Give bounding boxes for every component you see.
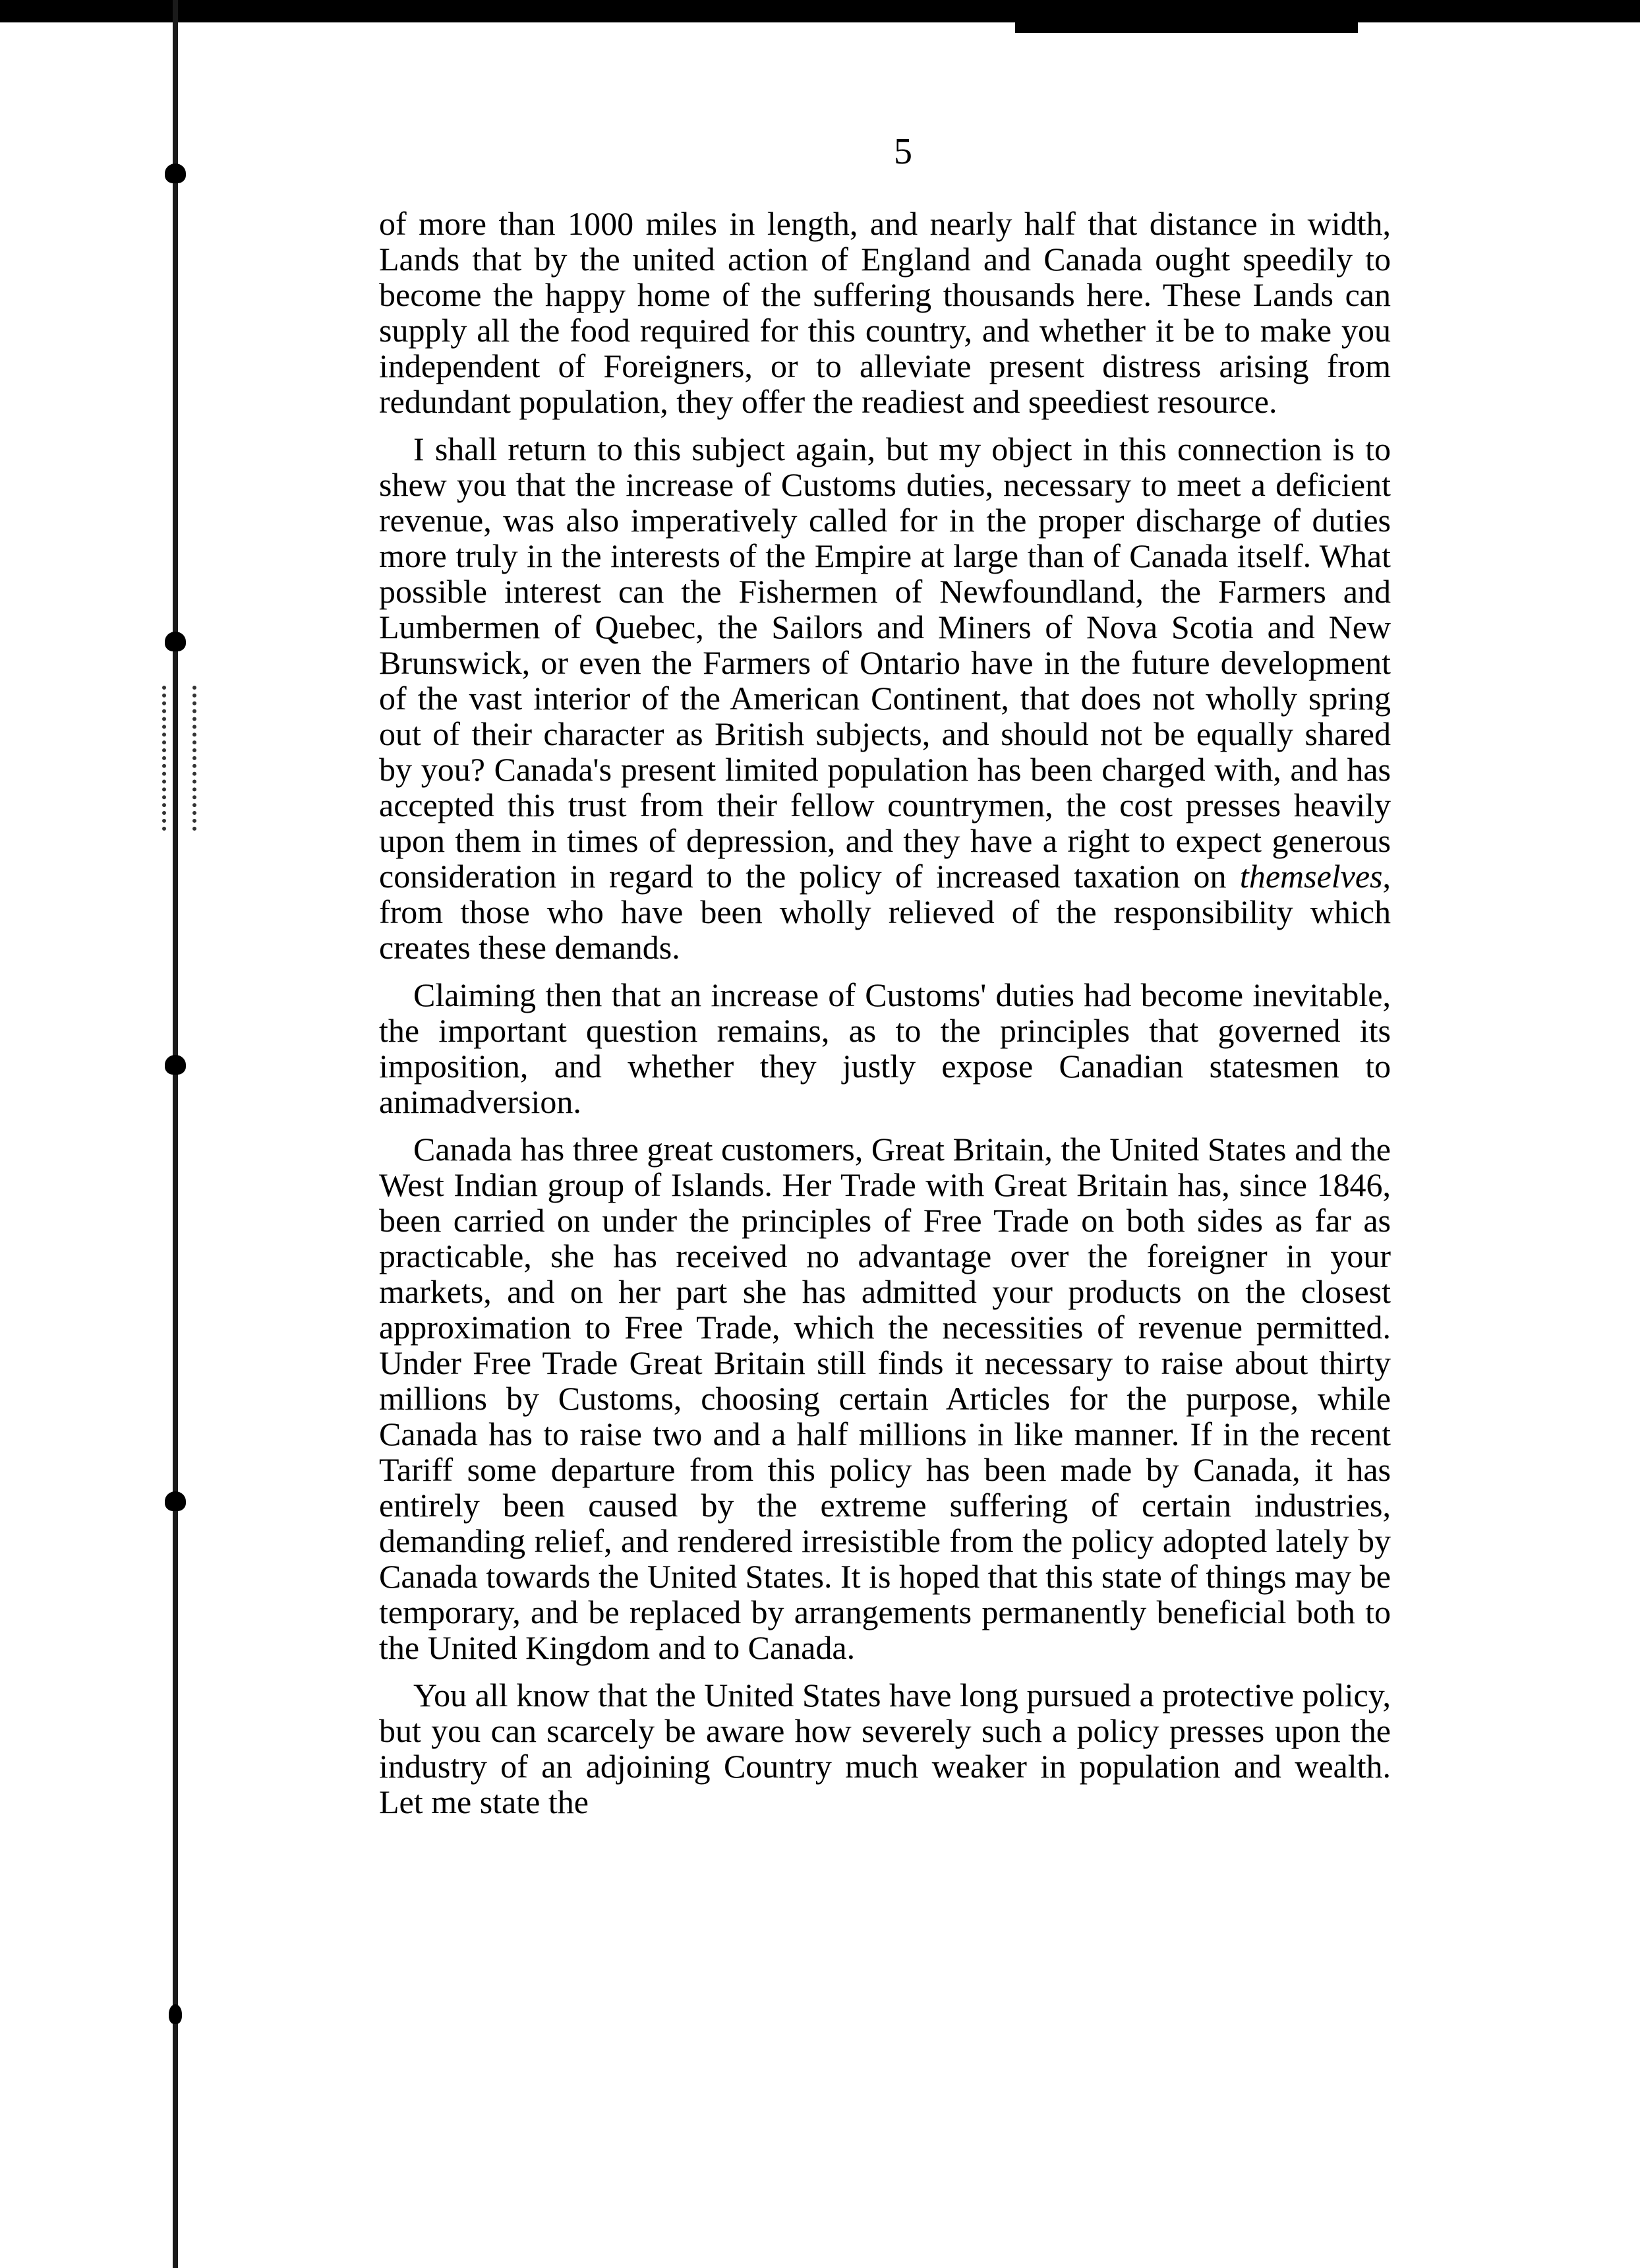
- binding-stitch-mark: [165, 632, 186, 651]
- page-number: 5: [894, 131, 912, 172]
- binding-stitch-mark: [165, 164, 186, 183]
- binding-stitch-mark: [165, 1055, 186, 1075]
- binding-stitch-mark: [169, 2004, 182, 2024]
- paragraph-text: , from those who have been wholly relieved of the responsibility which creates these demands.: [379, 858, 1391, 966]
- scan-top-border-notch: [1015, 17, 1358, 33]
- scan-top-border: [0, 0, 1640, 22]
- scan-corner-dot: [38, 11, 50, 22]
- paragraph: of more than 1000 miles in length, and nearly half that distance in width, Lands that by the united action of England and Canada ought speedily to become the happy home of the suffering thousands here. These Lands can supply all the food required for this country, and whether it be to make you independent of Foreigners, or to alleviate present distress arising from redundant population, they offer the readiest and speediest resource.: [379, 205, 1391, 420]
- binding-stitch-mark: [165, 1491, 186, 1511]
- body-text: [379, 206, 1391, 1820]
- paragraph: [379, 431, 1391, 965]
- binding-gutter-line: [173, 0, 178, 2268]
- paragraph: You all know that the United States have long pursued a protective policy, but you can scarcely be aware how severely such a policy presses upon the industry of an adjoining Country much weaker in population and wealth. Let me state the: [379, 1677, 1391, 1820]
- binding-thread: [162, 686, 196, 831]
- emphasized-word: themselves: [1239, 858, 1383, 895]
- paragraph: Canada has three great customers, Great Britain, the United States and the West Indian group of Islands. Her Trade with Great Britain has, since 1846, been carried on under the principles of Free Trade on both sides as far as practicable, she has received no advantage over the foreigner in your markets, and on her part she has admitted your products on the closest approximation to Free Trade, which the necessities of revenue permitted. Under Free Trade Great Britain still finds it necessary to raise about thirty millions by Customs, choosing certain Articles for the purpose, while Canada has to raise two and a half millions in like manner. If in the recent Tariff some departure from this policy has been made by Canada, it has entirely been caused by the extreme suffering of certain industries, demanding relief, and rendered irresistible from the policy adopted lately by Canada towards the United States. It is hoped that this state of things may be temporary, and be replaced by arrangements permanently beneficial both to the United Kingdom and to Canada.: [379, 1131, 1391, 1666]
- paragraph: Claiming then that an increase of Customs' duties had become inevitable, the important question remains, as to the principles that governed its imposition, and whether they justly expose Canadian statesmen to animadversion.: [379, 976, 1391, 1120]
- paragraph-text: I shall return to this subject again, but my object in this connection is to shew you that the increase of Customs duties, necessary to meet a deficient revenue, was also imperatively called for in the proper discharge of duties more truly in the interests of the Empire at large than of Canada itself. What possible interest can the Fishermen of Newfoundland, the Farmers and Lumbermen of Quebec, the Sailors and Miners of Nova Scotia and New Brunswick, or even the Farmers of Ontario have in the future development of the vast interior of the American Continent, that does not wholly spring out of their character as British subjects, and should not be equally shared by you? Canada's present limited population has been charged with, and has accepted this trust from their fellow countrymen, the cost presses heavily upon them in times of depression, and they have a right to expect generous consideration in regard to the policy of increased taxation on: [379, 431, 1391, 895]
